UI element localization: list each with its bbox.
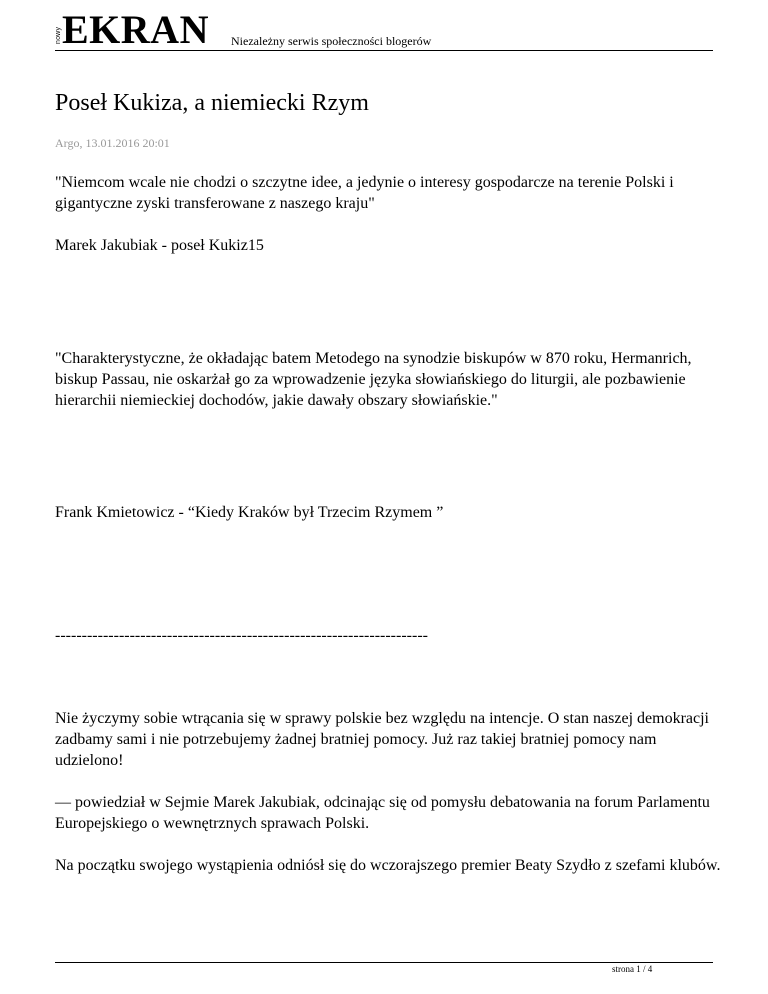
body-paragraph: Na początku swojego wystąpienia odniósł się do wczorajszego premier Beaty Szydło z szefami klubów. [55,857,721,874]
masthead [55,7,713,52]
site-logo[interactable] [55,7,209,52]
body-paragraph: Nie życzymy sobie wtrącania się w sprawy polskie bez względu na intencje. O stan naszej demokracji zadbamy sami i nie potrzebujemy żadnej bratniej pomocy. Już raz takiej bratniej pomocy nam udzielono! [55,710,709,769]
footer-divider [55,962,713,963]
separator-line: ---------------------------------------------------------------------- [55,627,428,644]
quote-paragraph: "Charakterystyczne, że okładając batem Metodego na synodzie biskupów w 870 roku, Hermanrich, biskup Passau, nie oskarżał go za wprowadzenie języka słowiańskiego do liturgii, ale pozbawienie hierarchii niemieckiej dochodów, jakie dawały obszary słowiańskie." [55,350,692,409]
logo-text: EKRAN [62,7,209,52]
body-paragraph: — powiedział w Sejmie Marek Jakubiak, odcinając się od pomysłu debatowania na forum Parlamentu Europejskiego o wewnętrznych sprawach Polski. [55,794,710,832]
quote-attribution: Frank Kmietowicz - “Kiedy Kraków był Trzecim Rzymem ” [55,504,444,521]
page-number: strona 1 / 4 [612,964,653,974]
quote-paragraph: "Niemcom wcale nie chodzi o szczytne idee, a jedynie o interesy gospodarcze na terenie Polski i gigantyczne zyski transferowane z naszego kraju" [55,174,674,212]
article-meta: Argo, 13.01.2016 20:01 [55,136,170,150]
header-divider [55,50,713,51]
logo-small-text: nowy [55,26,62,44]
quote-attribution: Marek Jakubiak - poseł Kukiz15 [55,237,264,254]
site-tagline: Niezależny serwis społeczności blogerów [231,34,432,48]
article-title: Poseł Kukiza, a niemiecki Rzym [55,90,369,116]
